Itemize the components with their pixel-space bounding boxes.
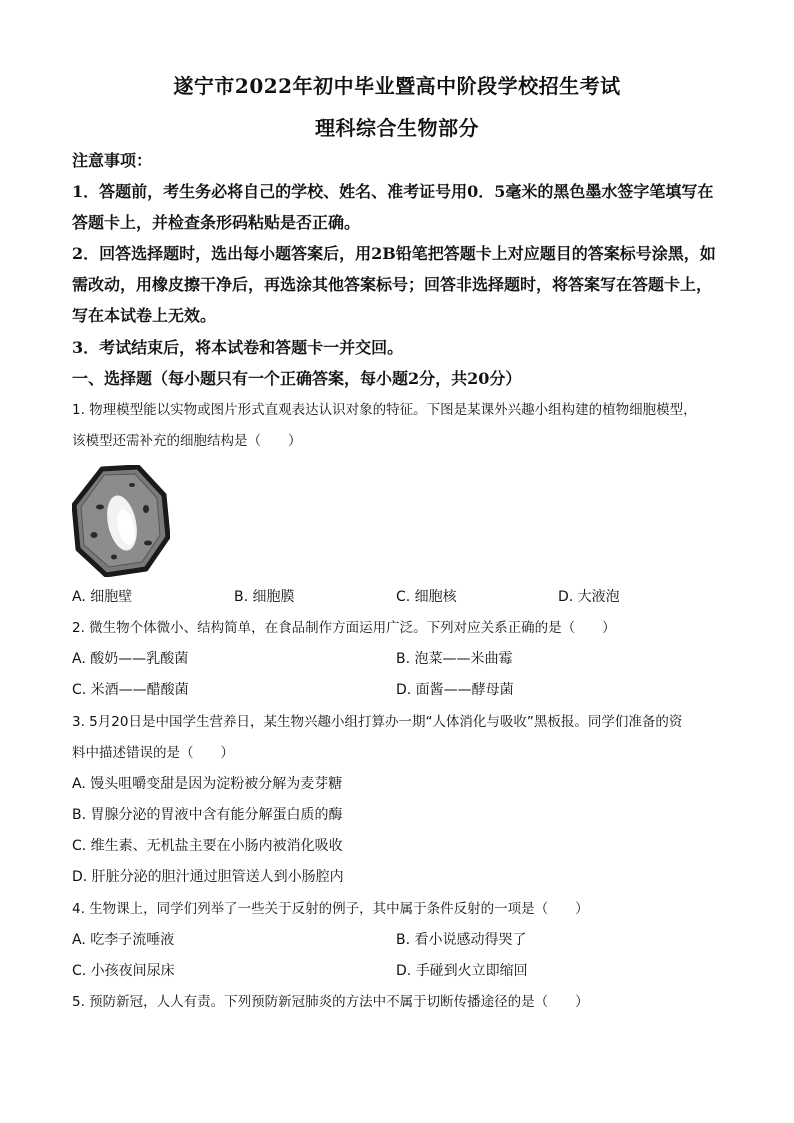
q3-option-a: A. 馒头咀嚼变甜是因为淀粉被分解为麦芽糖	[72, 776, 343, 792]
question-3-line-2: 料中描述错误的是（ ）	[72, 745, 234, 761]
note-1-line-2: 答题卡上，并检查条形码粘贴是否正确。	[72, 213, 361, 232]
q2-option-b: B. 泡菜——米曲霉	[396, 651, 513, 667]
q3-option-b: B. 胃腺分泌的胃液中含有能分解蛋白质的酶	[72, 807, 343, 823]
question-3-line-1: 3. 5月20日是中国学生营养日，某生物兴趣小组打算办一期“人体消化与吸收”黑板报。同学们准备的资	[72, 714, 683, 730]
q2-option-a: A. 酸奶——乳酸菌	[72, 651, 189, 667]
note-3: 3．考试结束后，将本试卷和答题卡一并交回。	[72, 338, 404, 357]
question-1-line-2: 该模型还需补充的细胞结构是（ ）	[72, 433, 302, 449]
q2-option-d: D. 面酱——酵母菌	[396, 682, 514, 698]
exam-title: 遂宁市2022年初中毕业暨高中阶段学校招生考试	[173, 74, 621, 98]
q3-option-d: D. 肝脏分泌的胆汁通过胆管送人到小肠腔内	[72, 869, 344, 885]
note-2-line-2: 需改动，用橡皮擦干净后，再选涂其他答案标号；回答非选择题时，将答案写在答题卡上，	[72, 275, 713, 294]
note-2-line-3: 写在本试卷上无效。	[72, 306, 217, 325]
question-4-stem: 4. 生物课上，同学们列举了一些关于反射的例子，其中属于条件反射的一项是（ ）	[72, 901, 589, 917]
exam-subtitle: 理科综合生物部分	[315, 116, 479, 140]
q4-option-c: C. 小孩夜间尿床	[72, 963, 175, 979]
q3-option-c: C. 维生素、无机盐主要在小肠内被消化吸收	[72, 838, 343, 854]
question-2-stem: 2. 微生物个体微小、结构简单，在食品制作方面运用广泛。下列对应关系正确的是（ ）	[72, 620, 616, 636]
question-5-stem: 5. 预防新冠，人人有责。下列预防新冠肺炎的方法中不属于切断传播途径的是（ ）	[72, 994, 589, 1010]
section-heading: 一、选择题（每小题只有一个正确答案，每小题2分，共20分）	[72, 369, 522, 388]
q4-option-a: A. 吃李子流唾液	[72, 932, 175, 948]
q1-option-c: C. 细胞核	[396, 589, 457, 605]
note-1-line-1: 1．答题前，考生务必将自己的学校、姓名、准考证号用0．5毫米的黑色墨水签字笔填写在	[72, 182, 714, 201]
q1-option-d: D. 大液泡	[558, 589, 620, 605]
q2-option-c: C. 米酒——醋酸菌	[72, 682, 189, 698]
plant-cell-model-image	[72, 465, 170, 577]
q4-option-d: D. 手碰到火立即缩回	[396, 963, 528, 979]
q1-option-a: A. 细胞壁	[72, 589, 133, 605]
notes-heading: 注意事项：	[72, 151, 153, 170]
question-1-line-1: 1. 物理模型能以实物或图片形式直观表达认识对象的特征。下图是某课外兴趣小组构建的植物细胞模型，	[72, 402, 697, 418]
note-2-line-1: 2．回答选择题时，选出每小题答案后，用2B铅笔把答题卡上对应题目的答案标号涂黑，如	[72, 244, 716, 263]
q4-option-b: B. 看小说感动得哭了	[396, 932, 527, 948]
q1-option-b: B. 细胞膜	[234, 589, 295, 605]
